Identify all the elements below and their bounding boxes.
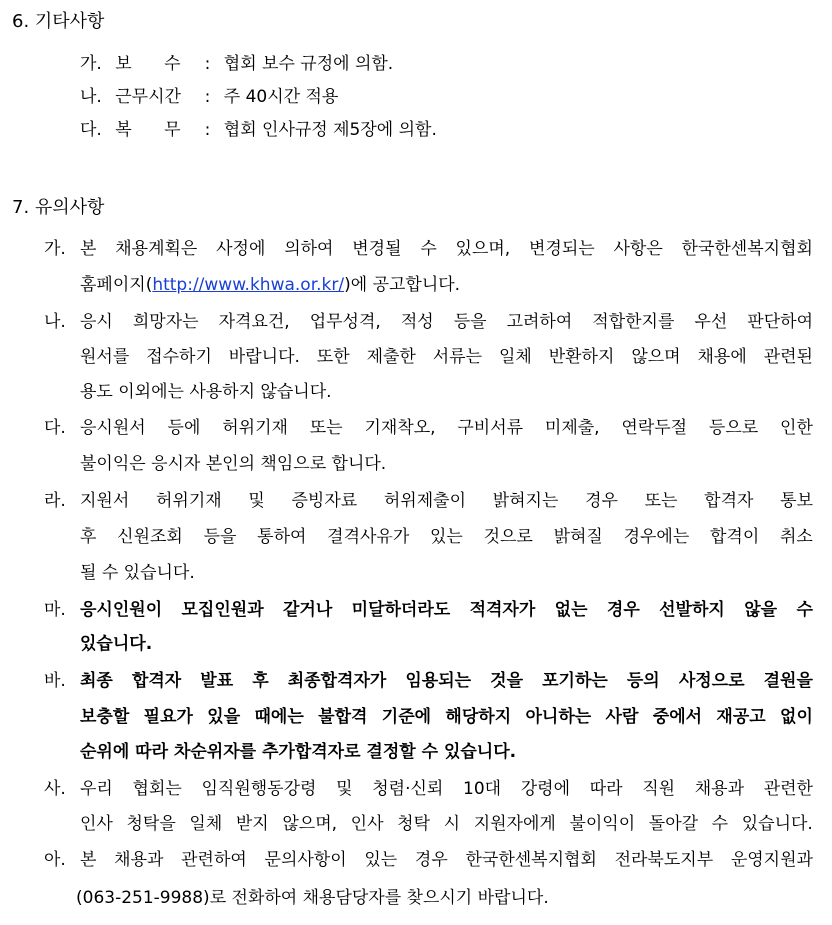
item-separator: : — [204, 54, 211, 74]
item-text-line: 응시인원이 모집인원과 같거나 미달하더라도 적격자가 없는 경우 선발하지 않을 수 — [80, 600, 813, 620]
item-separator: : — [204, 87, 211, 107]
item-text-line: 보충할 필요가 있을 때에는 불합격 기준에 해당하지 아니하는 사람 중에서 재공고 없이 — [80, 707, 813, 727]
item-label: 복 무 — [115, 120, 181, 140]
item-marker: 나. — [80, 87, 102, 107]
item-marker: 다. — [80, 120, 102, 140]
item-marker: 가. — [44, 239, 66, 259]
item-text-line: 응시원서 등에 허위기재 또는 기재착오, 구비서류 미제출, 연락두절 등으로 인한 — [80, 418, 813, 438]
item-text-line: 지원서 허위기재 및 증빙자료 허위제출이 밝혀지는 경우 또는 합격자 통보 — [80, 491, 813, 511]
item-separator: : — [204, 120, 211, 140]
item-text-line: (063-251-9988)로 전화하여 채용담당자를 찾으시기 바랍니다. — [76, 888, 549, 908]
item-text-line: 순위에 따라 차순위자를 추가합격자로 결정할 수 있습니다. — [80, 742, 517, 762]
item-text-line: 응시 희망자는 자격요건, 업무성격, 적성 등을 고려하여 적합한지를 우선 판단하여 — [80, 312, 813, 332]
item-marker: 마. — [44, 600, 66, 620]
item-text: 협회 인사규정 제5장에 의함. — [223, 120, 437, 140]
item-marker: 나. — [44, 312, 66, 332]
section-7-title: 7. 유의사항 — [12, 197, 105, 218]
item-text-line: 본 채용과 관련하여 문의사항이 있는 경우 한국한센복지협회 전라북도지부 운영지원과 — [80, 850, 813, 870]
item-text-line: 후 신원조회 등을 통하여 결격사유가 있는 것으로 밝혀질 경우에는 합격이 취소 — [80, 527, 813, 547]
item-text-line: 불이익은 응시자 본인의 책임으로 합니다. — [80, 454, 387, 474]
item-text-line: 인사 청탁을 일체 받지 않으며, 인사 청탁 시 지원자에게 불이익이 돌아갈 수 있습니다. — [80, 814, 813, 834]
item-text-line: 본 채용계획은 사정에 의하여 변경될 수 있으며, 변경되는 사항은 한국한센복지협회 — [80, 239, 813, 259]
item-text-line: 용도 이외에는 사용하지 않습니다. — [80, 382, 332, 402]
list-item — [80, 120, 437, 140]
item-marker: 가. — [80, 54, 102, 74]
item-marker: 사. — [44, 779, 66, 799]
item-text: 주 40시간 적용 — [223, 87, 339, 107]
item-marker: 다. — [44, 418, 66, 438]
list-item — [80, 54, 393, 74]
homepage-link[interactable]: http://www.khwa.or.kr/ — [152, 275, 345, 295]
item-text: 협회 보수 규정에 의함. — [223, 54, 394, 74]
item-text-line: 될 수 있습니다. — [80, 563, 195, 583]
link-prefix: 홈페이지( — [80, 275, 153, 295]
section-6-title: 6. 기타사항 — [12, 11, 105, 32]
list-item — [80, 87, 338, 107]
item-text-line: 최종 합격자 발표 후 최종합격자가 임용되는 것을 포기하는 등의 사정으로 결원을 — [80, 671, 813, 691]
item-label: 근무시간 — [115, 87, 181, 107]
item-text-line: 우리 협회는 임직원행동강령 및 청렴·신뢰 10대 강령에 따라 직원 채용과 관련한 — [80, 779, 813, 799]
item-text-line — [80, 275, 460, 295]
item-text-line: 있습니다. — [80, 634, 153, 654]
item-text-line: 원서를 접수하기 바랍니다. 또한 제출한 서류는 일체 반환하지 않으며 채용에 관련된 — [80, 347, 813, 367]
item-marker: 아. — [44, 850, 66, 870]
link-suffix: )에 공고합니다. — [344, 275, 461, 295]
item-marker: 바. — [44, 671, 66, 691]
item-marker: 라. — [44, 491, 66, 511]
item-label: 보 수 — [115, 54, 181, 74]
